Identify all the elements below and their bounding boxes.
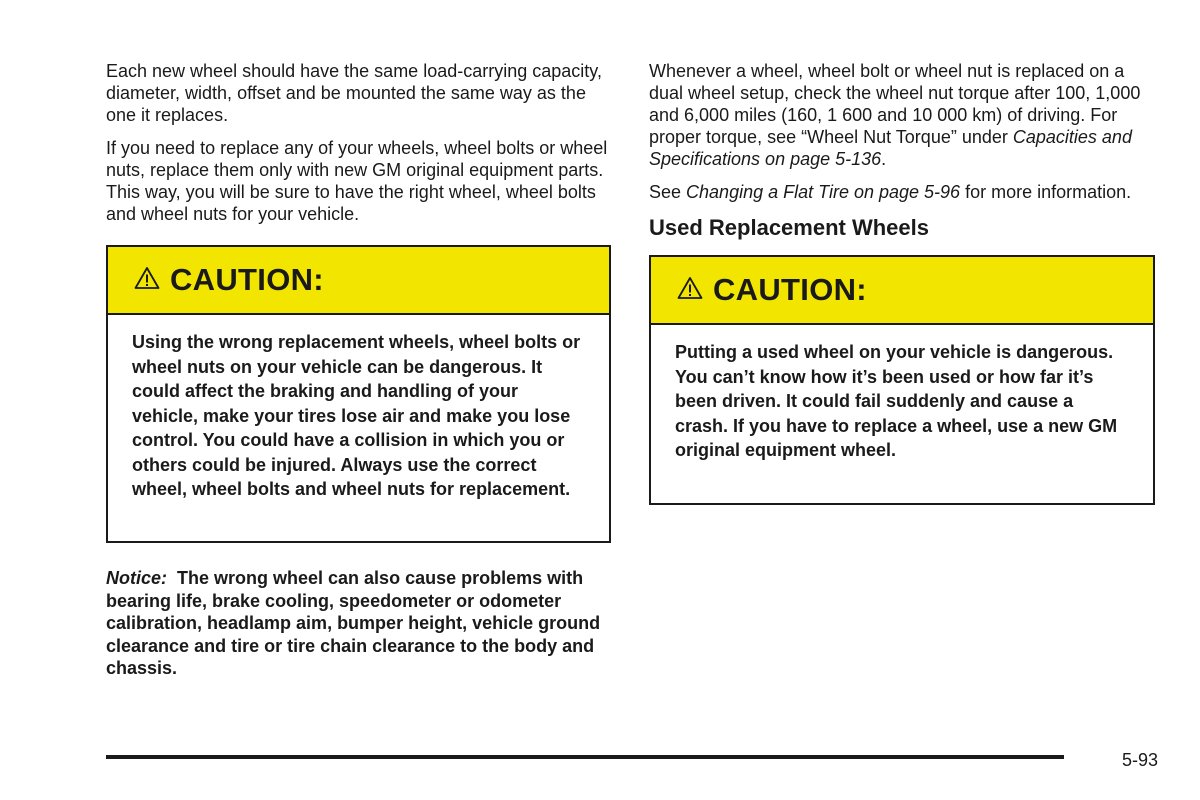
flat-tire-pre: See <box>649 182 687 202</box>
warning-triangle-icon <box>677 276 703 300</box>
caution-box-used-wheel <box>649 255 1155 505</box>
left-column <box>106 60 611 680</box>
notice-label: Notice: <box>106 568 168 588</box>
paragraph-wheel-match: Each new wheel should have the same load-carrying capacity, diameter, width, offset and be mounted the same way as the one it replaces. <box>106 61 602 125</box>
page-number: 5-93 <box>1121 750 1158 770</box>
flat-tire-reference: Changing a Flat Tire on page 5-96 <box>686 182 961 202</box>
capacities-reference: Capacities and Specifications on page 5-136 <box>649 127 1132 169</box>
torque-end: . <box>881 149 887 169</box>
paragraph-gm-parts: If you need to replace any of your wheels, wheel bolts or wheel nuts, replace them only with new GM original equipment parts. This way, you will be sure to have the right wheel, wheel bolts and wheel nuts for your vehicle. <box>106 138 608 224</box>
caution-header <box>108 247 609 315</box>
notice-text: The wrong wheel can also cause problems with bearing life, brake cooling, speedometer or odometer calibration, headlamp aim, bumper height, vehicle ground clearance and tire or tire chain clearance to the body and chassis. <box>106 568 601 678</box>
footer-rule <box>106 755 1064 759</box>
caution-body: Using the wrong replacement wheels, wheel bolts or wheel nuts on your vehicle can be dangerous. It could affect the braking and handling of your vehicle, make your tires lose air and make you lose control. You could have a collision in which you or others could be injured. Always use the correct wheel, wheel bolts and wheel nuts for replacement. <box>132 332 581 499</box>
notice-paragraph <box>106 567 611 680</box>
warning-triangle-icon <box>134 266 160 290</box>
caution-body: Putting a used wheel on your vehicle is dangerous. You can’t know how it’s been used or how far it’s been driven. It could fail suddenly and cause a crash. If you have to replace a wheel, use a new GM original equipment wheel. <box>675 342 1118 460</box>
caution-title: CAUTION: <box>170 262 324 297</box>
section-heading-used-wheels: Used Replacement Wheels <box>649 215 929 240</box>
right-column <box>649 60 1155 505</box>
paragraph-torque-check <box>649 60 1155 170</box>
caution-title: CAUTION: <box>713 272 867 307</box>
paragraph-flat-tire <box>649 181 1155 203</box>
caution-box-wrong-wheels <box>106 245 611 543</box>
flat-tire-post: for more information. <box>960 182 1132 202</box>
caution-header <box>651 257 1153 325</box>
torque-text: Whenever a wheel, wheel bolt or wheel nut is replaced on a dual wheel setup, check the wheel nut torque after 100, 1,000 and 6,000 miles (160, 1 600 and 10 000 km) of driving. For proper torque, see “Wheel Nut Torque” under <box>649 61 1141 147</box>
